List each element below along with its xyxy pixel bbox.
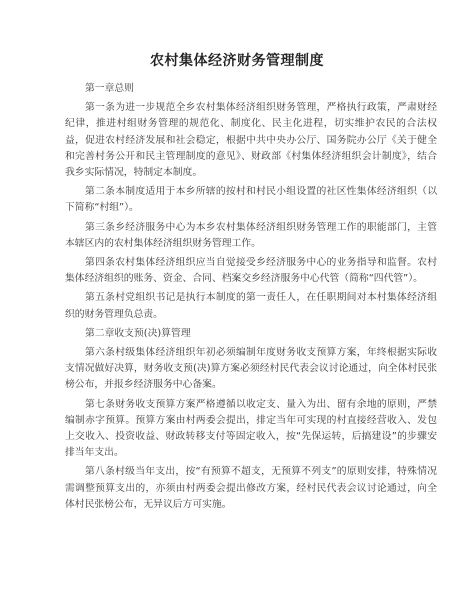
article-paragraph: 第七条财务收支预算方案严格遵循以收定支、量入为出、留有余地的原则，严禁编制赤字预算。预算方案由村两委会提出，排定当年可实现的村直接经营收入、发包上交收入、投资收益、财政转移支付等固定收入，按“先保运转，后搞建设”的步骤安排当年支出。 xyxy=(65,398,437,459)
document-body xyxy=(65,81,437,516)
article-paragraph: 第一条为进一步规范全乡农村集体经济组织财务管理，严格执行政策，严肃财经纪律，推进村组财务管理的规范化、制度化、民主化进程，切实维护农民的合法权益，促进农村经济发展和社会稳定，根据中共中央办公厅、国务院办公厅《关于健全和完善村务公开和民主管理制度的意见》、财政部《村集体经济组织会计制度》，结合我乡实际情况，特制定本制度。 xyxy=(65,102,437,179)
article-paragraph: 第五条村党组织书记是执行本制度的第一责任人，在任职期间对本村集体经济组织的财务管理负总责。 xyxy=(65,292,437,320)
article-paragraph: 第三条乡经济服务中心为本乡农村集体经济组织财务管理工作的职能部门，主管本辖区内的农村集体经济组织财务管理工作。 xyxy=(65,221,437,249)
article-paragraph: 第八条村级当年支出，按“有预算不超支，无预算不列支”的原则安排，特殊情况需调整预算支出的，亦须由村两委会提出修改方案，经村民代表会议讨论通过，向全体村民张榜公布，无异议后方可实施。 xyxy=(65,466,437,510)
article-paragraph: 第二条本制度适用于本乡所辖的按村和村民小组设置的社区性集体经济组织（以下简称“村组”）。 xyxy=(65,186,437,214)
article-paragraph: 第六条村级集体经济组织年初必须编制年度财务收支预算方案，年终根据实际收支情况做好决算，财务收支预(决)算方案必须经村民代表会议讨论通过，向全体村民张榜公布，并报乡经济服务中心备案。 xyxy=(65,347,437,391)
chapter-heading: 第一章总则 xyxy=(85,83,134,94)
document-title: 农村集体经济财务管理制度 xyxy=(150,53,324,69)
article-paragraph: 第四条农村集体经济组织应当自觉接受乡经济服务中心的业务指导和监督。农村集体经济组织的账务、资金、合同、档案交乡经济服务中心代管（简称“四代管”）。 xyxy=(65,257,437,285)
chapter-heading: 第二章收支预(决)算管理 xyxy=(85,327,191,339)
